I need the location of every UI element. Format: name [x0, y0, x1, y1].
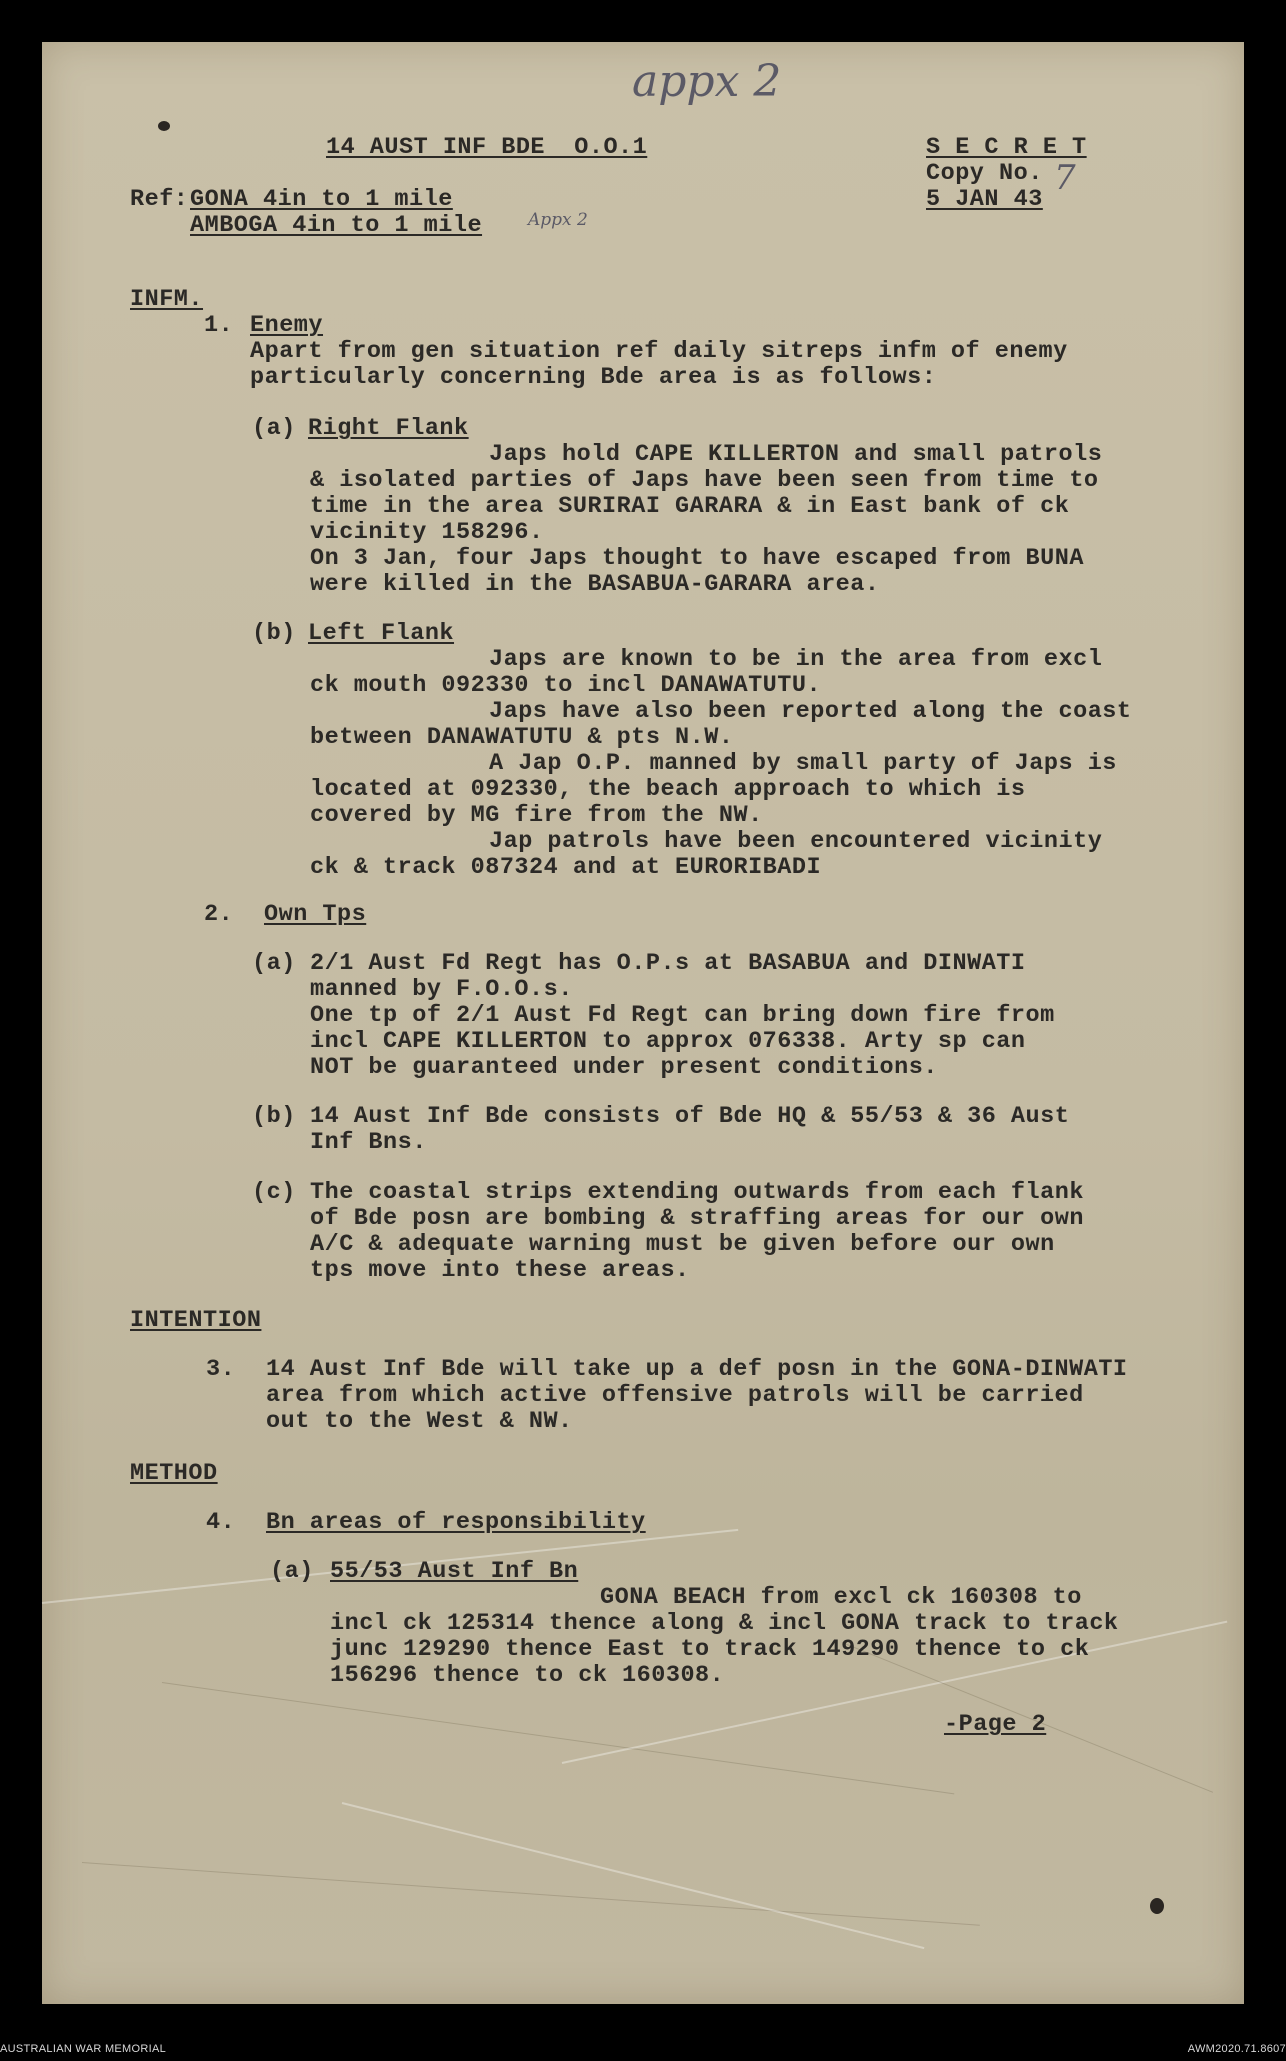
- paper-crease: [342, 1802, 925, 1949]
- own-tps-marker: (a): [252, 950, 296, 977]
- copy-number-label: Copy No.: [926, 160, 1043, 187]
- method-line: junc 129290 thence East to track 149290 thence to ck: [330, 1636, 1090, 1663]
- handwritten-appx-side: Appx 2: [528, 210, 588, 230]
- para-3-number: 3.: [206, 1356, 236, 1383]
- right-flank-line: & isolated parties of Japs have been seen from time to: [310, 467, 1099, 494]
- order-title: 14 AUST INF BDE O.O.1: [326, 134, 648, 161]
- intention-line: out to the West & NW.: [266, 1408, 573, 1435]
- bn-unit-heading: 55/53 Aust Inf Bn: [330, 1558, 579, 1585]
- own-tps-line: of Bde posn are bombing & straffing areas for our own: [310, 1205, 1084, 1232]
- ink-blot: [1150, 1898, 1164, 1914]
- right-flank-line: vicinity 158296.: [310, 519, 544, 546]
- section-method-heading: METHOD: [130, 1460, 218, 1487]
- map-ref-label: Ref:: [130, 186, 189, 213]
- classification-secret: S E C R E T: [926, 134, 1087, 161]
- left-flank-heading: Left Flank: [308, 620, 455, 647]
- paper-crease: [162, 1682, 954, 1794]
- para-1-number: 1.: [204, 312, 234, 339]
- enemy-intro-line: particularly concerning Bde area is as follows:: [250, 364, 937, 391]
- order-date: 5 JAN 43: [926, 186, 1043, 213]
- left-flank-line: Jap patrols have been encountered vicinity: [489, 828, 1103, 855]
- own-tps-line: Inf Bns.: [310, 1129, 427, 1156]
- own-tps-line: tps move into these areas.: [310, 1257, 690, 1284]
- bn-areas-heading: Bn areas of responsibility: [266, 1509, 646, 1536]
- handwritten-copy-number: 7: [1054, 158, 1076, 198]
- archive-source: AUSTRALIAN WAR MEMORIAL: [0, 2043, 167, 2055]
- own-tps-line: 14 Aust Inf Bde consists of Bde HQ & 55/53 & 36 Aust: [310, 1103, 1070, 1130]
- right-flank-line: were killed in the BASABUA-GARARA area.: [310, 571, 880, 598]
- right-flank-line: Japs hold CAPE KILLERTON and small patrols: [489, 441, 1103, 468]
- own-tps-marker: (c): [252, 1179, 296, 1206]
- left-flank-line: Japs have also been reported along the coast: [489, 698, 1132, 725]
- method-line: 156296 thence to ck 160308.: [330, 1662, 725, 1689]
- ink-blot: [158, 121, 170, 131]
- own-tps-line: 2/1 Aust Fd Regt has O.P.s at BASABUA and DINWATI: [310, 950, 1026, 977]
- map-ref-gona: GONA 4in to 1 mile: [190, 186, 453, 213]
- left-flank-line: between DANAWATUTU & pts N.W.: [310, 724, 734, 751]
- own-tps-heading: Own Tps: [264, 901, 367, 928]
- section-infm-heading: INFM.: [130, 286, 204, 313]
- right-flank-heading: Right Flank: [308, 415, 469, 442]
- archive-reference: AWM2020.71.8607: [1187, 2043, 1286, 2055]
- own-tps-marker: (b): [252, 1103, 296, 1130]
- left-flank-line: A Jap O.P. manned by small party of Japs is: [489, 750, 1117, 777]
- left-flank-line: covered by MG fire from the NW.: [310, 802, 763, 829]
- own-tps-line: NOT be guaranteed under present conditions.: [310, 1054, 938, 1081]
- method-marker: (a): [270, 1558, 314, 1585]
- para-4-number: 4.: [206, 1509, 236, 1536]
- right-flank-line: On 3 Jan, four Japs thought to have escaped from BUNA: [310, 545, 1084, 572]
- section-intention-heading: INTENTION: [130, 1307, 262, 1334]
- own-tps-line: manned by F.O.O.s.: [310, 976, 573, 1003]
- enemy-heading: Enemy: [250, 312, 324, 339]
- paper-crease: [82, 1862, 980, 1926]
- right-flank-line: time in the area SURIRAI GARARA & in East bank of ck: [310, 493, 1070, 520]
- method-line: GONA BEACH from excl ck 160308 to: [600, 1584, 1082, 1611]
- enemy-intro-line: Apart from gen situation ref daily sitreps infm of enemy: [250, 338, 1068, 365]
- own-tps-line: incl CAPE KILLERTON to approx 076338. Arty sp can: [310, 1028, 1026, 1055]
- own-tps-line: The coastal strips extending outwards from each flank: [310, 1179, 1084, 1206]
- left-flank-line: Japs are known to be in the area from excl: [489, 646, 1103, 673]
- para-2-number: 2.: [204, 901, 234, 928]
- intention-line: 14 Aust Inf Bde will take up a def posn in the GONA-DINWATI: [266, 1356, 1128, 1383]
- left-flank-marker: (b): [252, 620, 296, 647]
- left-flank-line: located at 092330, the beach approach to which is: [310, 776, 1026, 803]
- map-ref-amboga: AMBOGA 4in to 1 mile: [190, 212, 483, 239]
- left-flank-line: ck & track 087324 and at EURORIBADI: [310, 854, 822, 881]
- own-tps-line: One tp of 2/1 Aust Fd Regt can bring down fire from: [310, 1002, 1055, 1029]
- page-next-marker: -Page 2: [944, 1711, 1047, 1738]
- own-tps-line: A/C & adequate warning must be given before our own: [310, 1231, 1055, 1258]
- left-flank-line: ck mouth 092330 to incl DANAWATUTU.: [310, 672, 822, 699]
- handwritten-appx-top: appx 2: [632, 56, 782, 107]
- method-line: incl ck 125314 thence along & incl GONA track to track: [330, 1610, 1119, 1637]
- intention-line: area from which active offensive patrols will be carried: [266, 1382, 1084, 1409]
- right-flank-marker: (a): [252, 415, 296, 442]
